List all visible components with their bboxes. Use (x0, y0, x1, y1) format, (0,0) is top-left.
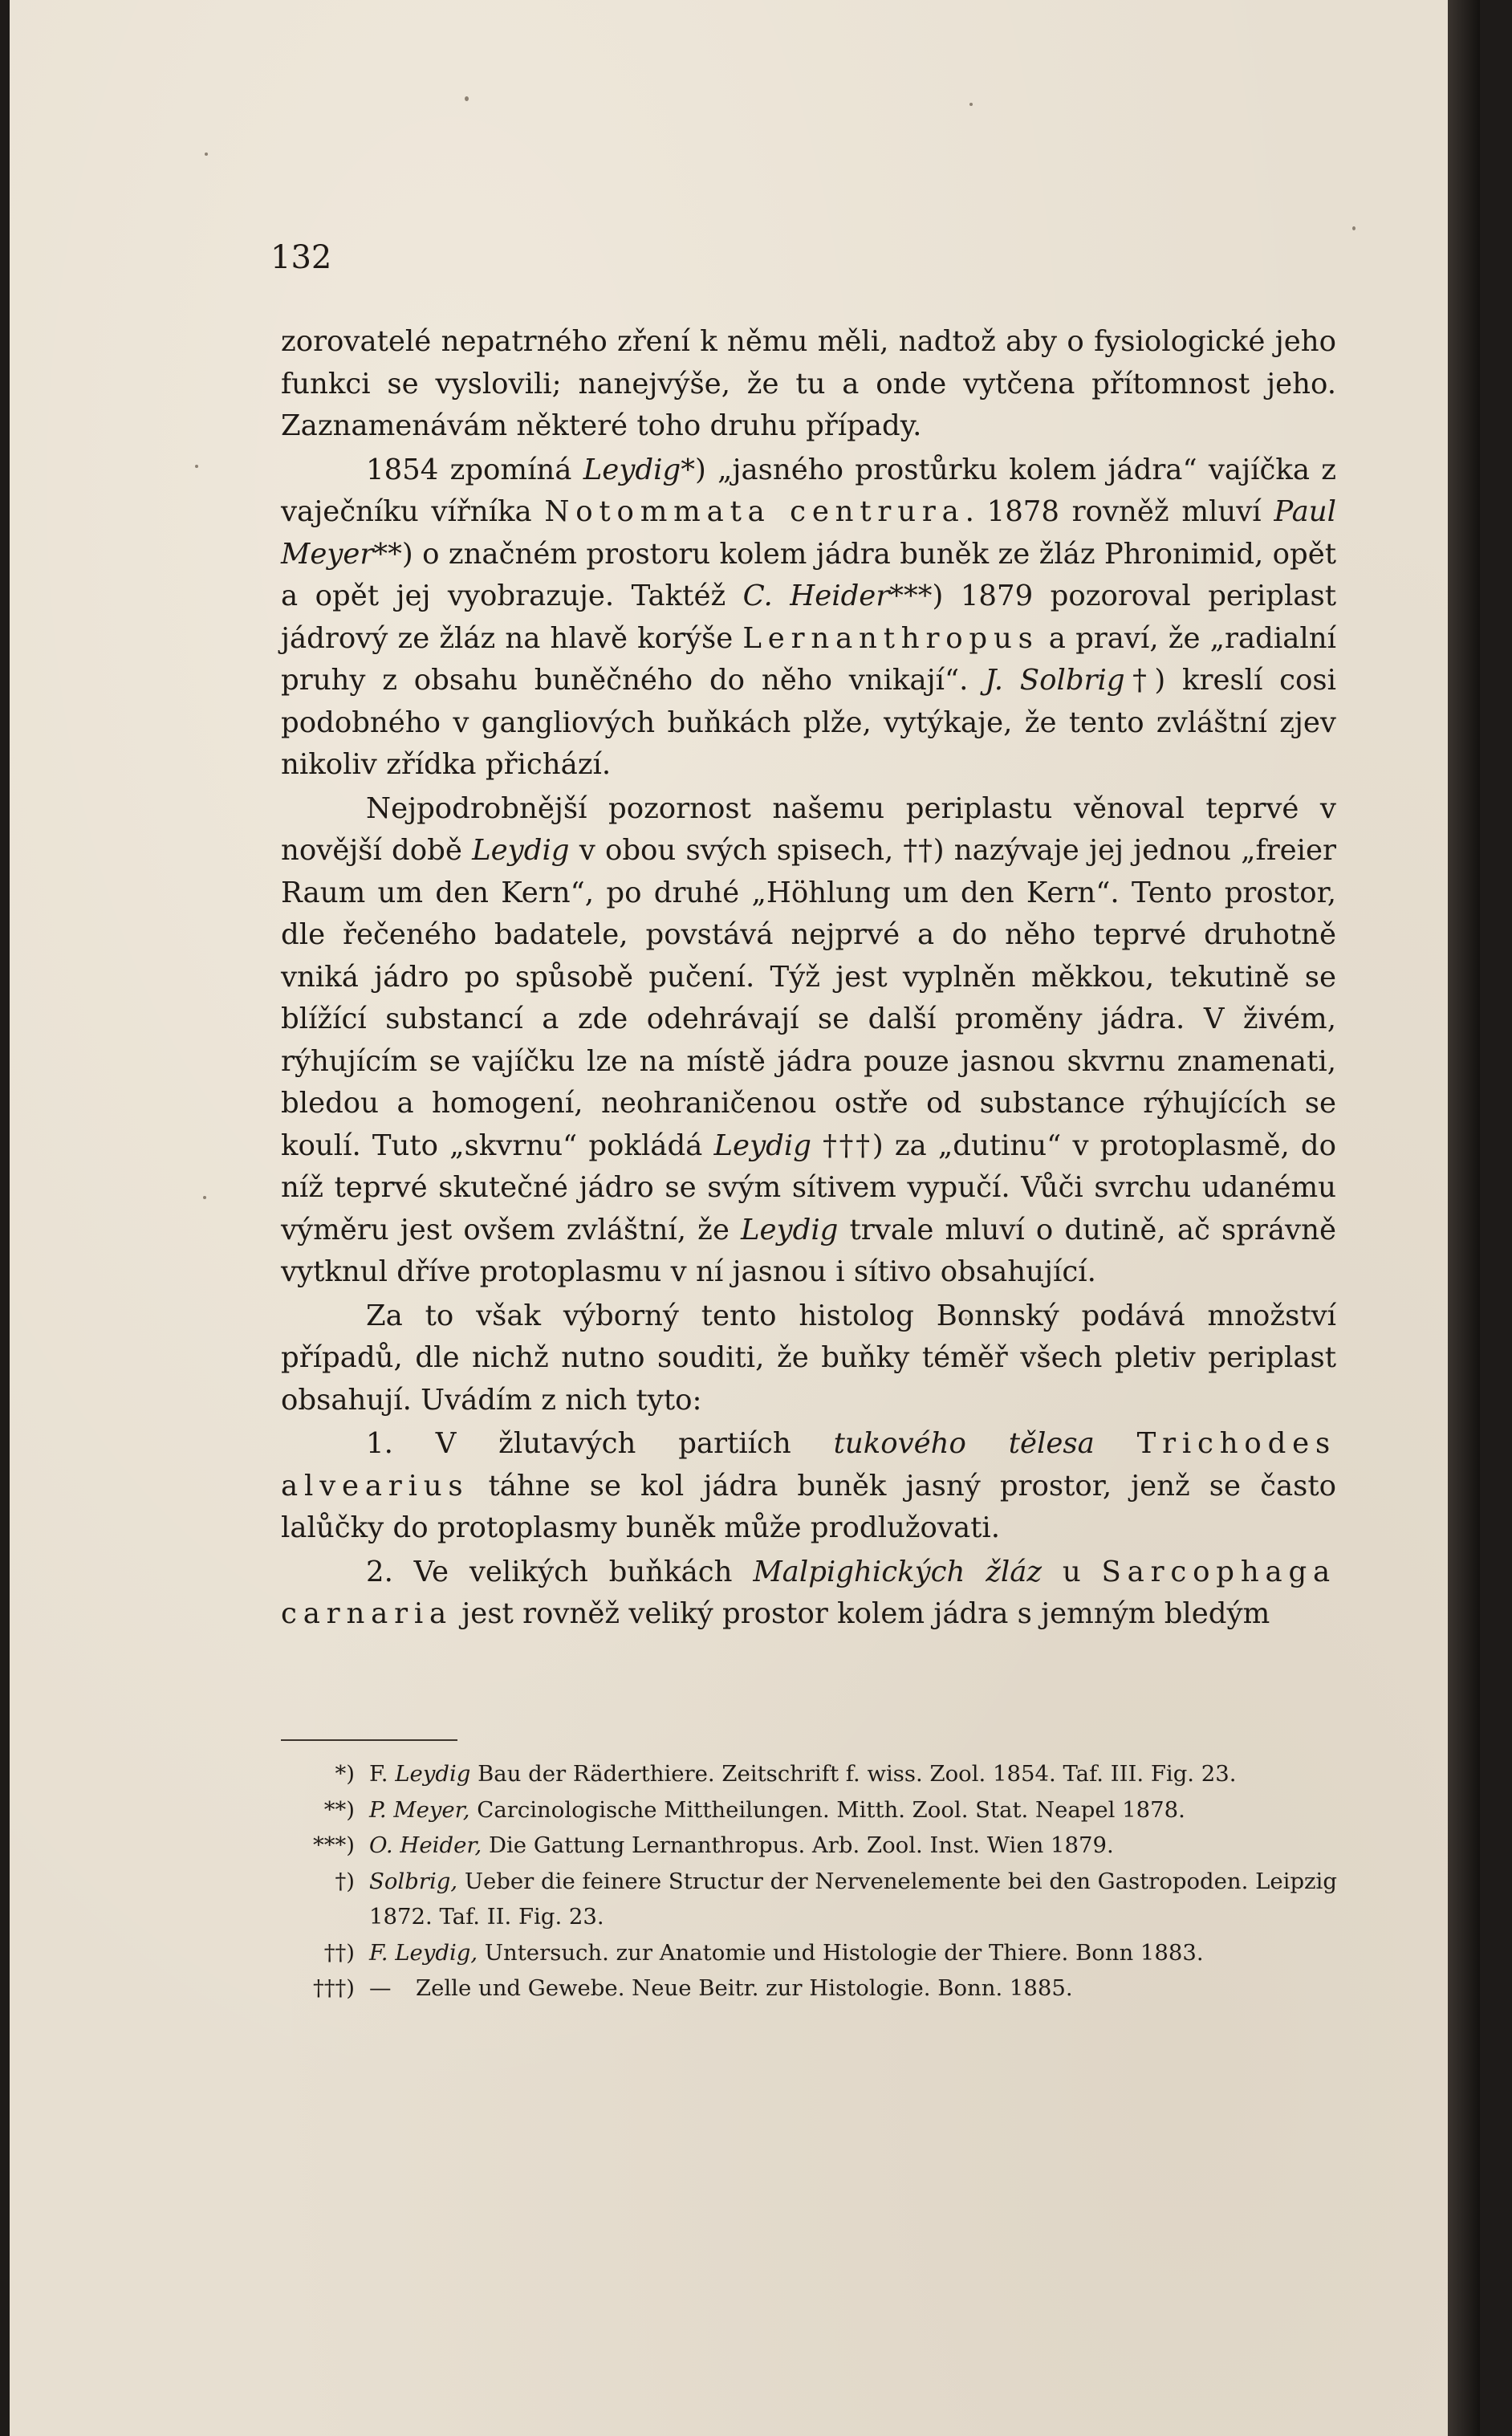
spaced-taxon-name: Trichodes alvearius (281, 1427, 1336, 1503)
text-run: ***) 1879 pozoroval periplast jádrový ze žláz na hlavě korýše (281, 580, 1336, 655)
text-run: Untersuch. zur Anatomie und Histologie der Thiere. Bonn 1883. (478, 1939, 1204, 1966)
paper-speck (205, 153, 208, 156)
footnote (281, 1828, 1340, 1864)
text-run (1095, 1427, 1137, 1460)
paragraph (281, 449, 1336, 787)
text-run: 2. Ve velikých buňkách (366, 1555, 754, 1588)
ditto-dash: — (369, 1975, 392, 2001)
text-run: F. (369, 1761, 396, 1787)
footnote-mark: †) (335, 1868, 355, 1894)
paragraph (281, 1295, 1336, 1422)
italic-name: Leydig (740, 1213, 839, 1246)
footnote-text (369, 1864, 1340, 1935)
footnote-mark: **) (323, 1796, 355, 1823)
paper-speck (1352, 226, 1356, 230)
footnote (281, 1756, 1340, 1792)
book-spine-shadow (1448, 0, 1480, 2436)
footnote-mark: ††) (323, 1939, 355, 1966)
italic-name: F. Leydig, (369, 1939, 478, 1966)
footnote (281, 1792, 1340, 1828)
text-run: **) o značném prostoru kolem jádra buněk ze žláz Phronimid, opět a opět jej vyobrazuje. Taktéž (281, 537, 1336, 612)
spaced-taxon-name: Notommata centrura (544, 495, 965, 528)
footnote (281, 1935, 1340, 1971)
footnote-mark: †††) (313, 1975, 355, 2001)
italic-name: tukového tělesa (833, 1427, 1095, 1460)
italic-name: Leydig (395, 1761, 471, 1787)
text-run: †††) za „dutinu“ v protoplasmě, do níž teprvé skutečné jádro se svým sítivem vypučí. Vůči svrchu udanému výměru jest ovšem zvláštní, že (281, 1129, 1336, 1246)
footnote-separator (281, 1739, 457, 1741)
footnote-text (369, 1935, 1340, 1971)
text-run: . 1878 rovněž mluví (965, 495, 1274, 528)
italic-name: Malpighických žláz (753, 1555, 1043, 1588)
text-run: Zelle und Gewebe. Neue Beitr. zur Histologie. Bonn. 1885. (416, 1975, 1073, 2001)
italic-name: P. Meyer, (369, 1796, 470, 1823)
text-run: u (1042, 1555, 1102, 1588)
italic-name: Leydig (472, 834, 570, 867)
italic-name: C. Heider (742, 580, 890, 612)
text-run: jest rovněž veliký prostor kolem jádra s jemným bledým (453, 1597, 1270, 1630)
text-run: Ueber die feinere Structur der Nervenelemente bei den Gastropoden. Leipzig 1872. Taf. II. Fig. 23. (369, 1868, 1337, 1930)
page-number: 132 (270, 239, 332, 276)
italic-name: O. Heider, (369, 1832, 482, 1858)
text-run: Za to však výborný tento histolog Bonnský podává množství případů, dle nichž nutno souditi, že buňky téměř všech pletiv periplast obsahují. Uvádím z nich tyto: (281, 1299, 1336, 1417)
spaced-taxon-name: Lernanthropus (742, 621, 1039, 655)
paragraph (281, 1423, 1336, 1550)
italic-name: Paul Meyer (281, 495, 1336, 571)
text-run: Carcinologische Mittheilungen. Mitth. Zool. Stat. Neapel 1878. (469, 1796, 1185, 1823)
paper-speck (195, 465, 198, 468)
italic-name: Solbrig, (369, 1868, 458, 1894)
text-run: zorovatelé nepatrného zření k němu měli, nadtož aby o fysiologické jeho funkci se vyslovili; nanejvýše, že tu a onde vytčena přítomnost jeho. Zaznamenávám některé toho druhu případy. (281, 325, 1336, 442)
paragraph (281, 321, 1336, 448)
paper-speck (465, 96, 469, 101)
paper-speck (203, 1196, 206, 1199)
footnote-text (369, 1792, 1340, 1828)
italic-name: J. Solbrig (985, 664, 1125, 697)
footnote-text (369, 1756, 1340, 1792)
body-text (281, 321, 1336, 1636)
text-run: 1. V žlutavých partiích (366, 1427, 834, 1460)
paper-speck (969, 103, 973, 106)
text-run: Bau der Räderthiere. Zeitschrift f. wiss. Zool. 1854. Taf. III. Fig. 23. (470, 1761, 1237, 1787)
text-run: 1854 zpomíná (366, 453, 583, 486)
text-run: Nejpodrobnější pozornost našemu periplastu věnoval teprvé v novější době (281, 791, 1336, 867)
footnote-text (369, 1828, 1340, 1864)
text-run: †) kreslí cosi podobného v gangliových buňkách plže, vytýkaje, že tento zvláštní zjev nikoliv zřídka přichází. (281, 664, 1336, 781)
footnote (281, 1970, 1340, 2007)
footnote-text (369, 1970, 1340, 2007)
italic-name: Leydig (583, 453, 681, 486)
footnote-mark: *) (335, 1761, 355, 1787)
text-run: Die Gattung Lernanthropus. Arb. Zool. Inst. Wien 1879. (482, 1832, 1114, 1858)
text-run: a praví, že „radialní pruhy z obsahu buněčného do něho vnikají“. (281, 621, 1336, 697)
text-run: *) „jasného prostůrku kolem jádra“ vajíčka z vaječníku vířníka (281, 453, 1336, 528)
text-run: táhne se kol jádra buněk jasný prostor, jenž se často lalůčky do protoplasmy buněk může prodlužovati. (281, 1469, 1336, 1544)
text-run: v obou svých spisech, ††) nazývaje jej jednou „freier Raum um den Kern“, po druhé „Höhlung um den Kern“. Tento prostor, dle řečeného badatele, povstává nejprvé a do něho teprvé druhotně vniká jádro po spůsobě pučení. Týž jest vyplněn měkkou, tekutině se blížící substancí a zde odehrávají se další proměny jádra. V živém, rýhujícím se vajíčku lze na místě jádra pouze jasnou skvrnu znamenati, bledou a homogení, neohraničenou ostře od substance rýhujících se koulí. Tuto „skvrnu“ pokládá (281, 834, 1337, 1162)
footnote (281, 1864, 1340, 1935)
paragraph (281, 788, 1336, 1294)
footnote-mark: ***) (313, 1832, 355, 1858)
footnotes (281, 1756, 1340, 2007)
paragraph (281, 1551, 1336, 1636)
text-run: trvale mluví o dutině, ač správně vytknul dříve protoplasmu v ní jasnou i sítivo obsahující. (281, 1213, 1336, 1288)
italic-name: Leydig (713, 1129, 811, 1162)
book-page (10, 0, 1480, 2436)
spaced-taxon-name: Sarcophaga carnaria (281, 1555, 1336, 1630)
